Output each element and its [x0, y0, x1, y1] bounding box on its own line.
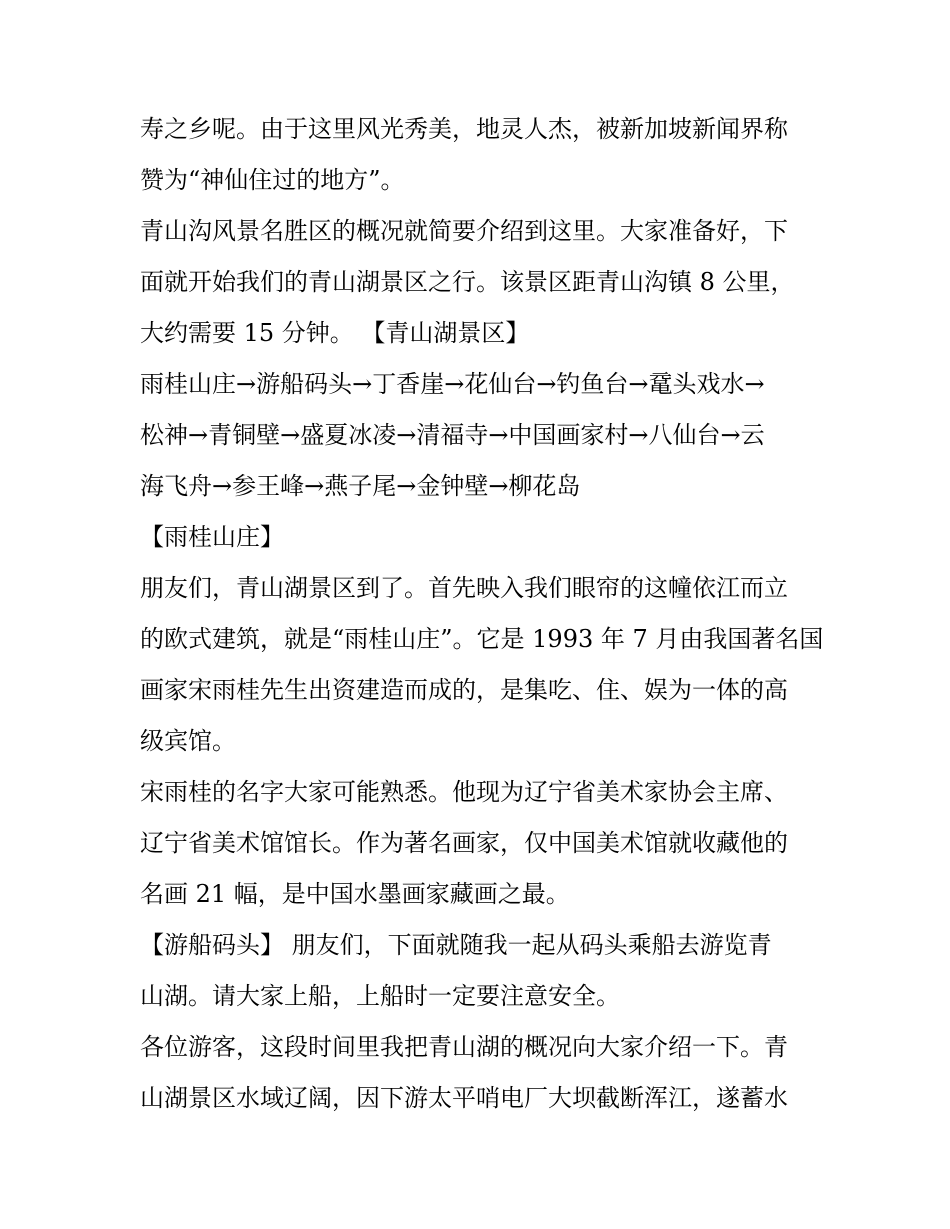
text-line: 的欧式建筑，就是“雨桂山庄”。它是 1993 年 7 月由我国著名国	[140, 625, 824, 653]
text-line: 山湖景区水域辽阔，因下游太平哨电厂大坝截断浑江，遂蓄水	[140, 1084, 788, 1112]
text-line: 大约需要 15 分钟。 【青山湖景区】	[140, 319, 530, 347]
text-line: 宋雨桂的名字大家可能熟悉。他现为辽宁省美术家协会主席、	[140, 778, 788, 806]
route-line: 雨桂山庄→游船码头→丁香崖→花仙台→钓鱼台→鼋头戏水→	[140, 370, 765, 398]
text-line: 寿之乡呢。由于这里风光秀美，地灵人杰，被新加坡新闻界称	[140, 115, 788, 143]
text-line: 画家宋雨桂先生出资建造而成的，是集吃、住、娱为一体的高	[140, 676, 788, 704]
route-line: 海飞舟→参王峰→燕子尾→金钟壁→柳花岛	[140, 472, 581, 500]
text-line: 【游船码头】 朋友们，下面就随我一起从码头乘船去游览青	[140, 931, 772, 959]
text-line: 朋友们，青山湖景区到了。首先映入我们眼帘的这幢依江而立	[140, 574, 788, 602]
text-line: 级宾馆。	[140, 727, 236, 755]
route-line: 松神→青铜壁→盛夏冰凌→清福寺→中国画家村→八仙台→云	[140, 421, 765, 449]
section-heading: 【雨桂山庄】	[140, 523, 284, 551]
text-line: 面就开始我们的青山湖景区之行。该景区距青山沟镇 8 公里，	[140, 268, 795, 296]
text-line: 山湖。请大家上船，上船时一定要注意安全。	[140, 982, 620, 1010]
body-text	[140, 104, 824, 1124]
text-line: 赞为“神仙住过的地方”。	[140, 166, 405, 194]
text-line: 青山沟风景名胜区的概况就简要介绍到这里。大家准备好，下	[140, 217, 788, 245]
text-line: 名画 21 幅，是中国水墨画家藏画之最。	[140, 880, 570, 908]
text-line: 各位游客，这段时间里我把青山湖的概况向大家介绍一下。青	[140, 1033, 788, 1061]
text-line: 辽宁省美术馆馆长。作为著名画家，仅中国美术馆就收藏他的	[140, 829, 788, 857]
